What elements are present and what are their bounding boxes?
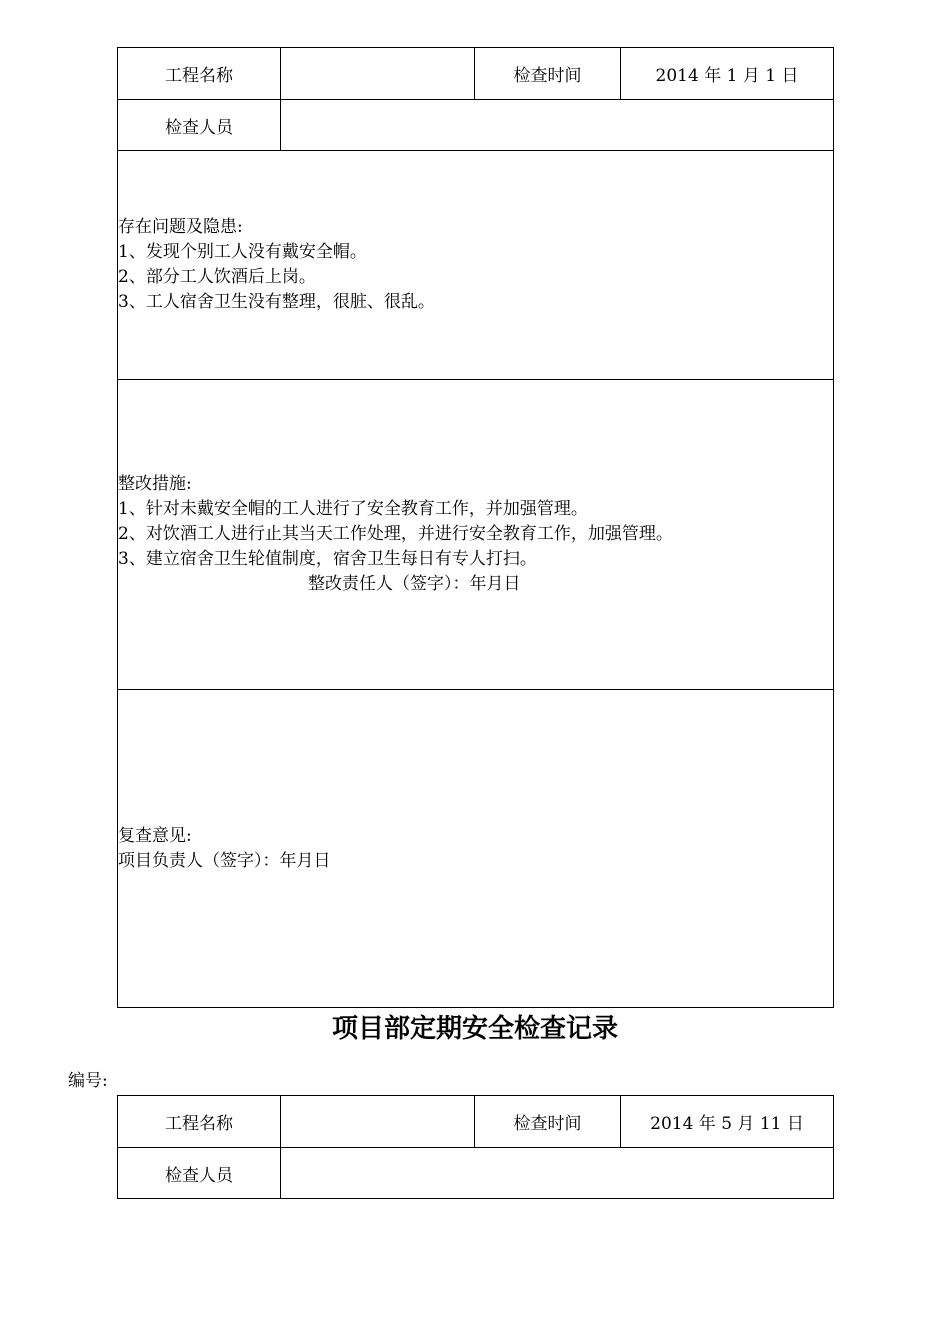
issues-section bbox=[118, 151, 834, 380]
inspection-form-2 bbox=[117, 1095, 834, 1199]
issue-item: 2、部分工人饮酒后上岗。 bbox=[118, 267, 316, 287]
inspector-label: 检查人员 bbox=[118, 1148, 281, 1199]
record-title: 项目部定期安全检查记录 bbox=[331, 1014, 618, 1044]
project-name-value bbox=[281, 48, 475, 100]
inspection-form-1 bbox=[117, 47, 834, 1008]
project-name-value bbox=[281, 1096, 475, 1148]
inspector-value bbox=[281, 100, 834, 151]
measure-item: 3、建立宿舍卫生轮值制度，宿舍卫生每日有专人打扫。 bbox=[118, 549, 537, 569]
measure-item: 1、针对未戴安全帽的工人进行了安全教育工作，并加强管理。 bbox=[118, 499, 588, 519]
issues-heading: 存在问题及隐患: bbox=[118, 217, 243, 237]
review-heading: 复查意见: bbox=[118, 825, 192, 846]
measures-section bbox=[118, 380, 834, 690]
issue-item: 3、工人宿舍卫生没有整理，很脏、很乱。 bbox=[118, 292, 435, 312]
rectification-signature: 整改责任人（签字）：年月日 bbox=[308, 574, 521, 594]
check-time-label: 检查时间 bbox=[475, 1096, 621, 1148]
issue-item: 1、发现个别工人没有戴安全帽。 bbox=[118, 242, 367, 262]
inspector-label: 检查人员 bbox=[118, 100, 281, 151]
measures-heading: 整改措施: bbox=[118, 474, 192, 494]
project-name-label: 工程名称 bbox=[118, 48, 281, 100]
review-section bbox=[118, 690, 834, 1008]
check-time-label: 检查时间 bbox=[475, 48, 621, 100]
serial-number-label: 编号: bbox=[68, 1071, 108, 1091]
review-signature: 项目负责人（签字）：年月日 bbox=[118, 850, 331, 871]
measure-item: 2、对饮酒工人进行止其当天工作处理，并进行安全教育工作，加强管理。 bbox=[118, 524, 673, 544]
inspector-value bbox=[281, 1148, 834, 1199]
project-name-label: 工程名称 bbox=[118, 1096, 281, 1148]
check-time-value: 2014 年 1 月 1 日 bbox=[621, 48, 834, 100]
check-time-value: 2014 年 5 月 11 日 bbox=[621, 1096, 834, 1148]
